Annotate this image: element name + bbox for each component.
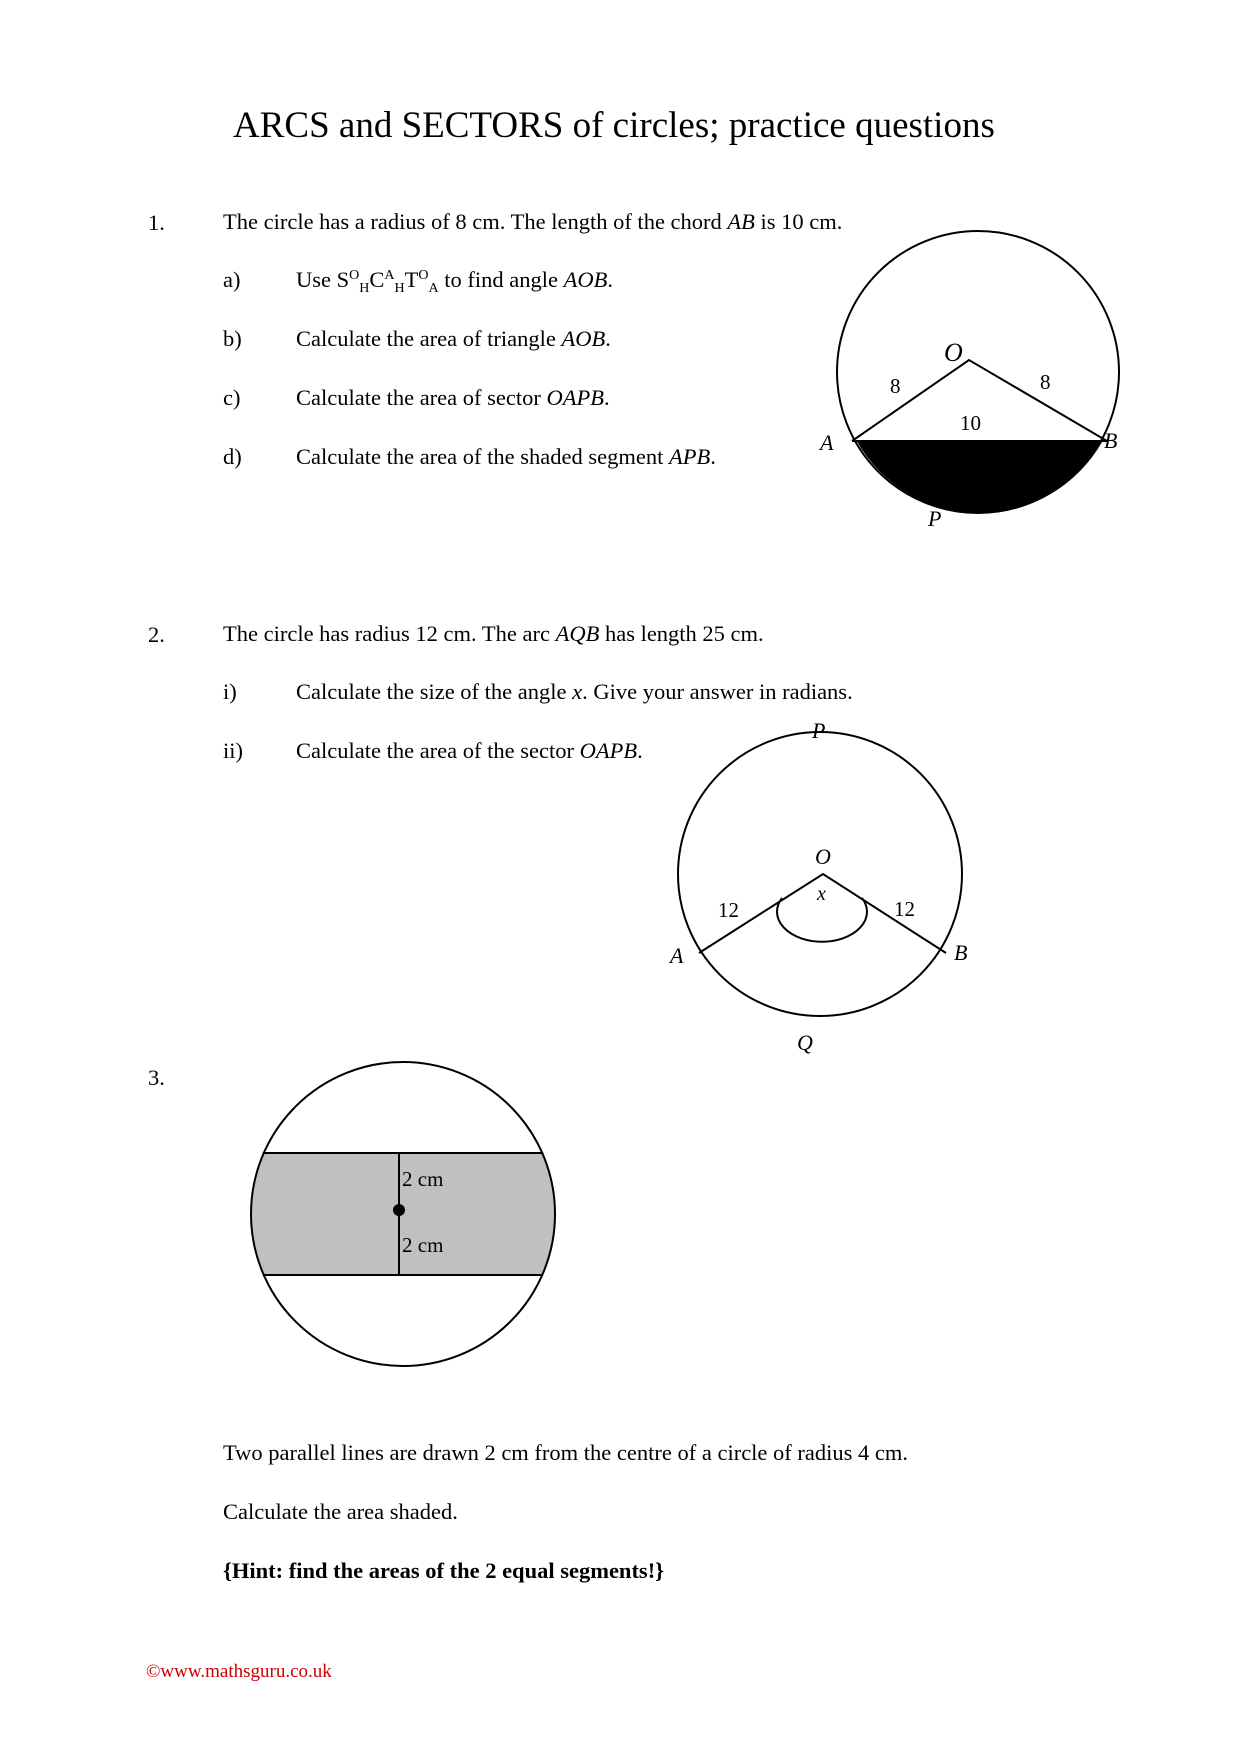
q2i-var: x (572, 679, 583, 704)
q1d-end: . (710, 444, 716, 469)
q1-radius-right: 8 (1040, 370, 1051, 394)
footer-copyright: ©www.mathsguru.co.uk (146, 1661, 332, 1682)
q3-text-2: Calculate the area shaded. (223, 1499, 458, 1524)
q1-label-a: A (820, 430, 834, 455)
q2ii-var: OAPB (579, 738, 638, 763)
q1a-mid1: C (369, 267, 385, 292)
q2-radius-right: 12 (894, 897, 915, 921)
q2-radius-left: 12 (718, 898, 739, 922)
q1b-var: AOB (561, 326, 606, 351)
q1a-var: AOB (563, 267, 608, 292)
q1d-pre: Calculate the area of the shaded segment (296, 444, 669, 469)
q3-hint: {Hint: find the areas of the 2 equal segments!} (223, 1558, 665, 1583)
q1b-end: . (605, 326, 611, 351)
q1d-var: APB (668, 444, 711, 469)
q1b-pre: Calculate the area of triangle (296, 326, 562, 351)
q2i-pre: Calculate the size of the angle (296, 679, 573, 704)
q1a-post: to find angle (438, 267, 564, 292)
q3-centre-point (393, 1204, 405, 1216)
q1a-sup3: O (418, 268, 429, 284)
question-1-text-post: is 10 cm. (754, 209, 843, 234)
q3-lower-distance: 2 cm (402, 1233, 444, 1257)
q2-angle-x: x (817, 883, 826, 905)
q1-part-c-label: c) (223, 385, 241, 410)
q1-label-p: P (928, 506, 942, 531)
q1a-end: . (607, 267, 614, 292)
q2-label-p: P (812, 718, 826, 743)
q2-label-o: O (815, 844, 831, 869)
q2ii-pre: Calculate the area of the sector (296, 738, 580, 763)
q2-part-ii-label: ii) (223, 738, 243, 763)
q1-part-a-label: a) (223, 267, 241, 292)
question-1-chord-var: AB (727, 209, 755, 234)
q1-radius-left: 8 (890, 374, 901, 398)
question-2-number: 2. (148, 622, 165, 647)
q2-part-i-label: i) (223, 679, 237, 704)
q1a-sup1: O (349, 268, 360, 284)
q2-label-a: A (670, 943, 684, 968)
question-2-text-pre: The circle has radius 12 cm. The arc (223, 621, 556, 646)
question-1-text-pre: The circle has a radius of 8 cm. The length of the chord (223, 209, 728, 234)
q1c-var: OAPB (546, 385, 604, 410)
q1-chord-length: 10 (960, 411, 981, 435)
q2-label-q: Q (797, 1030, 813, 1055)
question-1-number: 1. (148, 210, 165, 235)
q1a-sub3: A (428, 280, 439, 296)
page-title: ARCS and SECTORS of circles; practice questions (233, 105, 995, 146)
q2ii-end: . (637, 738, 643, 763)
q3-text-1: Two parallel lines are drawn 2 cm from the centre of a circle of radius 4 cm. (223, 1440, 909, 1465)
q1-label-o: O (944, 338, 963, 367)
q2-label-b: B (954, 940, 968, 965)
q1a-sub2: H (394, 280, 405, 296)
question-2-arc-var: AQB (555, 621, 600, 646)
q1a-mid2: T (404, 267, 419, 292)
q1a-sup2: A (384, 268, 395, 284)
question-3-number: 3. (148, 1065, 165, 1090)
q1a-pre: Use S (296, 267, 350, 292)
q1-label-b: B (1104, 428, 1118, 453)
q2i-end: . Give your answer in radians. (582, 679, 853, 704)
q1-part-d-label: d) (223, 444, 242, 469)
q1a-sub1: H (359, 280, 370, 296)
q1c-pre: Calculate the area of sector (296, 385, 547, 410)
question-2-text-post: has length 25 cm. (599, 621, 764, 646)
q1c-end: . (603, 385, 610, 410)
q3-upper-distance: 2 cm (402, 1167, 444, 1191)
q1-part-b-label: b) (223, 326, 242, 351)
